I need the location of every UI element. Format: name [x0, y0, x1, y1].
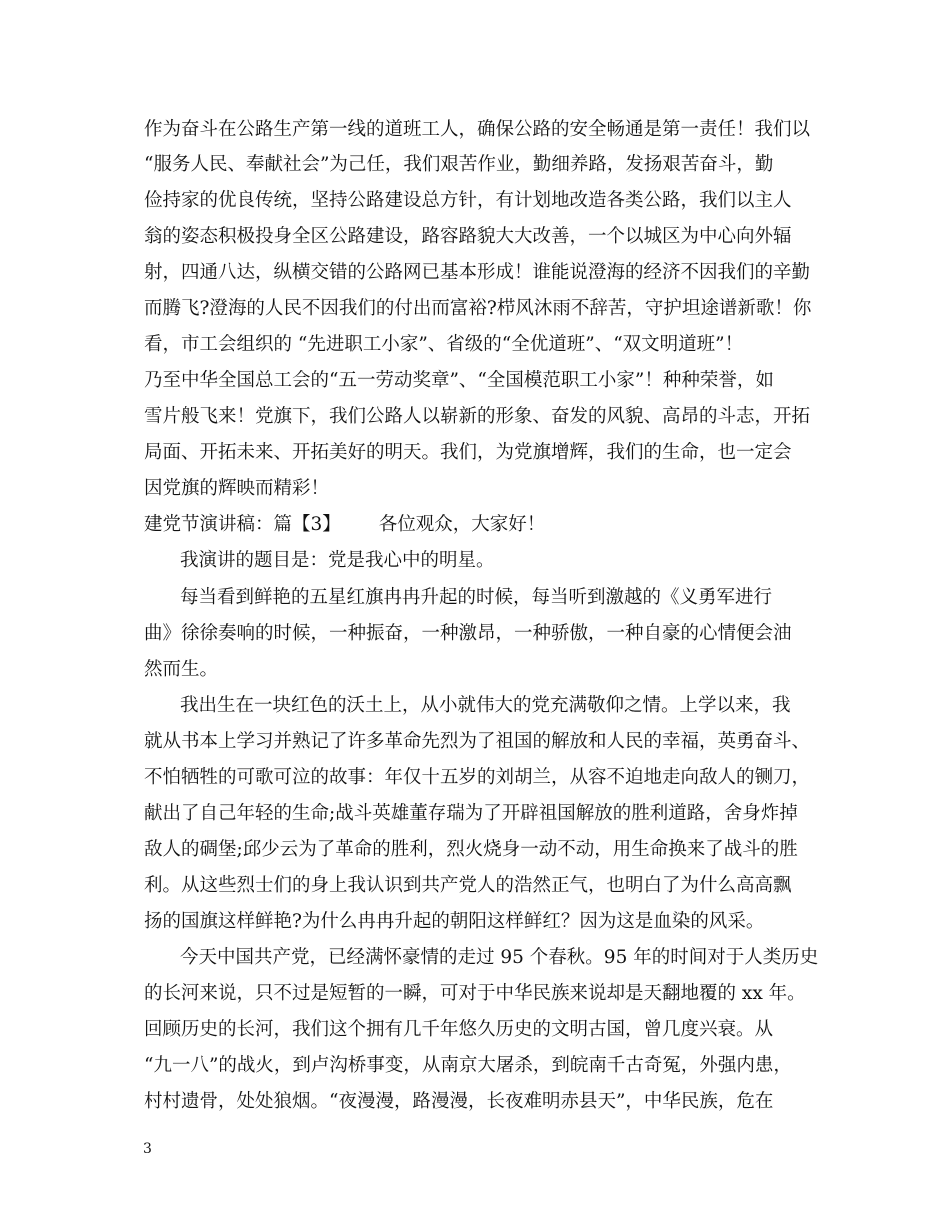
body-text-line: 作为奋斗在公路生产第一线的道班工人，确保公路的安全畅通是第一责任！我们以	[144, 119, 811, 140]
paragraph-line: “九一八”的战火，到卢沟桥事变，从南京大屠杀，到皖南千古奇冤，外强内患，	[144, 1055, 792, 1076]
section-heading: 建党节演讲稿：篇【3】	[144, 514, 341, 535]
body-text-line: 乃至中华全国总工会的“五一劳动奖章”、“全国模范职工小家”！种种荣誉，如	[144, 370, 774, 391]
greeting: 各位观众，大家好！	[378, 514, 546, 535]
paragraph-line: 的长河来说，只不过是短暂的一瞬，可对于中华民族来说却是天翻地覆的 xx 年。	[144, 983, 806, 1004]
paragraph-line: 然而生。	[144, 659, 219, 680]
paragraph-line: 曲》徐徐奏响的时候，一种振奋，一种激昂，一种骄傲，一种自豪的心情便会油	[144, 623, 792, 644]
paragraph-line: 敌人的碉堡;邱少云为了革命的胜利，烈火烧身一动不动，用生命换来了战斗的胜	[144, 839, 798, 860]
paragraph-line: 回顾历史的长河，我们这个拥有几千年悠久历史的文明古国，曾几度兴衰。从	[144, 1019, 774, 1040]
paragraph-line: 利。从这些烈士们的身上我认识到共产党人的浩然正气，也明白了为什么高高飘	[144, 875, 792, 896]
page-number: 3	[143, 1141, 152, 1157]
paragraph-line: 扬的国旗这样鲜艳?为什么冉冉升起的朝阳这样鲜红？因为这是血染的风采。	[144, 911, 765, 932]
paragraph-line: 每当看到鲜艳的五星红旗冉冉升起的时候，每当听到激越的《义勇军进行	[180, 587, 773, 608]
body-text-line: 看，市工会组织的 “先进职工小家”、省级的“全优道班”、“双文明道班”！	[144, 334, 744, 355]
body-text-line: 雪片般飞来！党旗下，我们公路人以崭新的形象、奋发的风貌、高昂的斗志，开拓	[144, 406, 811, 427]
paragraph-line: 不怕牺牲的可歌可泣的故事：年仅十五岁的刘胡兰，从容不迫地走向敌人的铡刀，	[144, 767, 811, 788]
paragraph-line: 村村遗骨，处处狼烟。“夜漫漫，路漫漫，长夜难明赤县天”，中华民族，危在	[144, 1091, 774, 1112]
paragraph-line: 我出生在一块红色的沃土上，从小就伟大的党充满敬仰之情。上学以来，我	[180, 695, 791, 716]
speech-topic: 我演讲的题目是：党是我心中的明星。	[180, 550, 495, 571]
body-text-line: “服务人民、奉献社会”为己任，我们艰苦作业，勤细养路，发扬艰苦奋斗，勤	[144, 154, 774, 175]
body-text-line: 翁的姿态积极投身全区公路建设，路容路貌大大改善，一个以城区为中心向外辐	[144, 226, 792, 247]
section-heading-line	[144, 512, 824, 538]
body-text-line: 局面、开拓未来、开拓美好的明天。我们，为党旗增辉，我们的生命，也一定会	[144, 442, 792, 463]
body-text-line: 俭持家的优良传统，坚持公路建设总方针，有计划地改造各类公路，我们以主人	[144, 190, 792, 211]
paragraph-line: 献出了自己年轻的生命;战斗英雄董存瑞为了开辟祖国解放的胜利道路，舍身炸掉	[144, 803, 798, 824]
body-text-line: 因党旗的辉映而精彩！	[144, 478, 330, 499]
body-text-line: 而腾飞?澄海的人民不因我们的付出而富裕?栉风沐雨不辞苦，守护坦途谱新歌！你	[144, 298, 812, 319]
paragraph-line: 就从书本上学习并熟记了许多革命先烈为了祖国的解放和人民的幸福，英勇奋斗、	[144, 731, 811, 752]
body-text-line: 射，四通八达，纵横交错的公路网已基本形成！谁能说澄海的经济不因我们的辛勤	[144, 262, 811, 283]
paragraph-line: 今天中国共产党，已经满怀豪情的走过 95 个春秋。95 年的时间对于人类历史	[180, 947, 819, 968]
